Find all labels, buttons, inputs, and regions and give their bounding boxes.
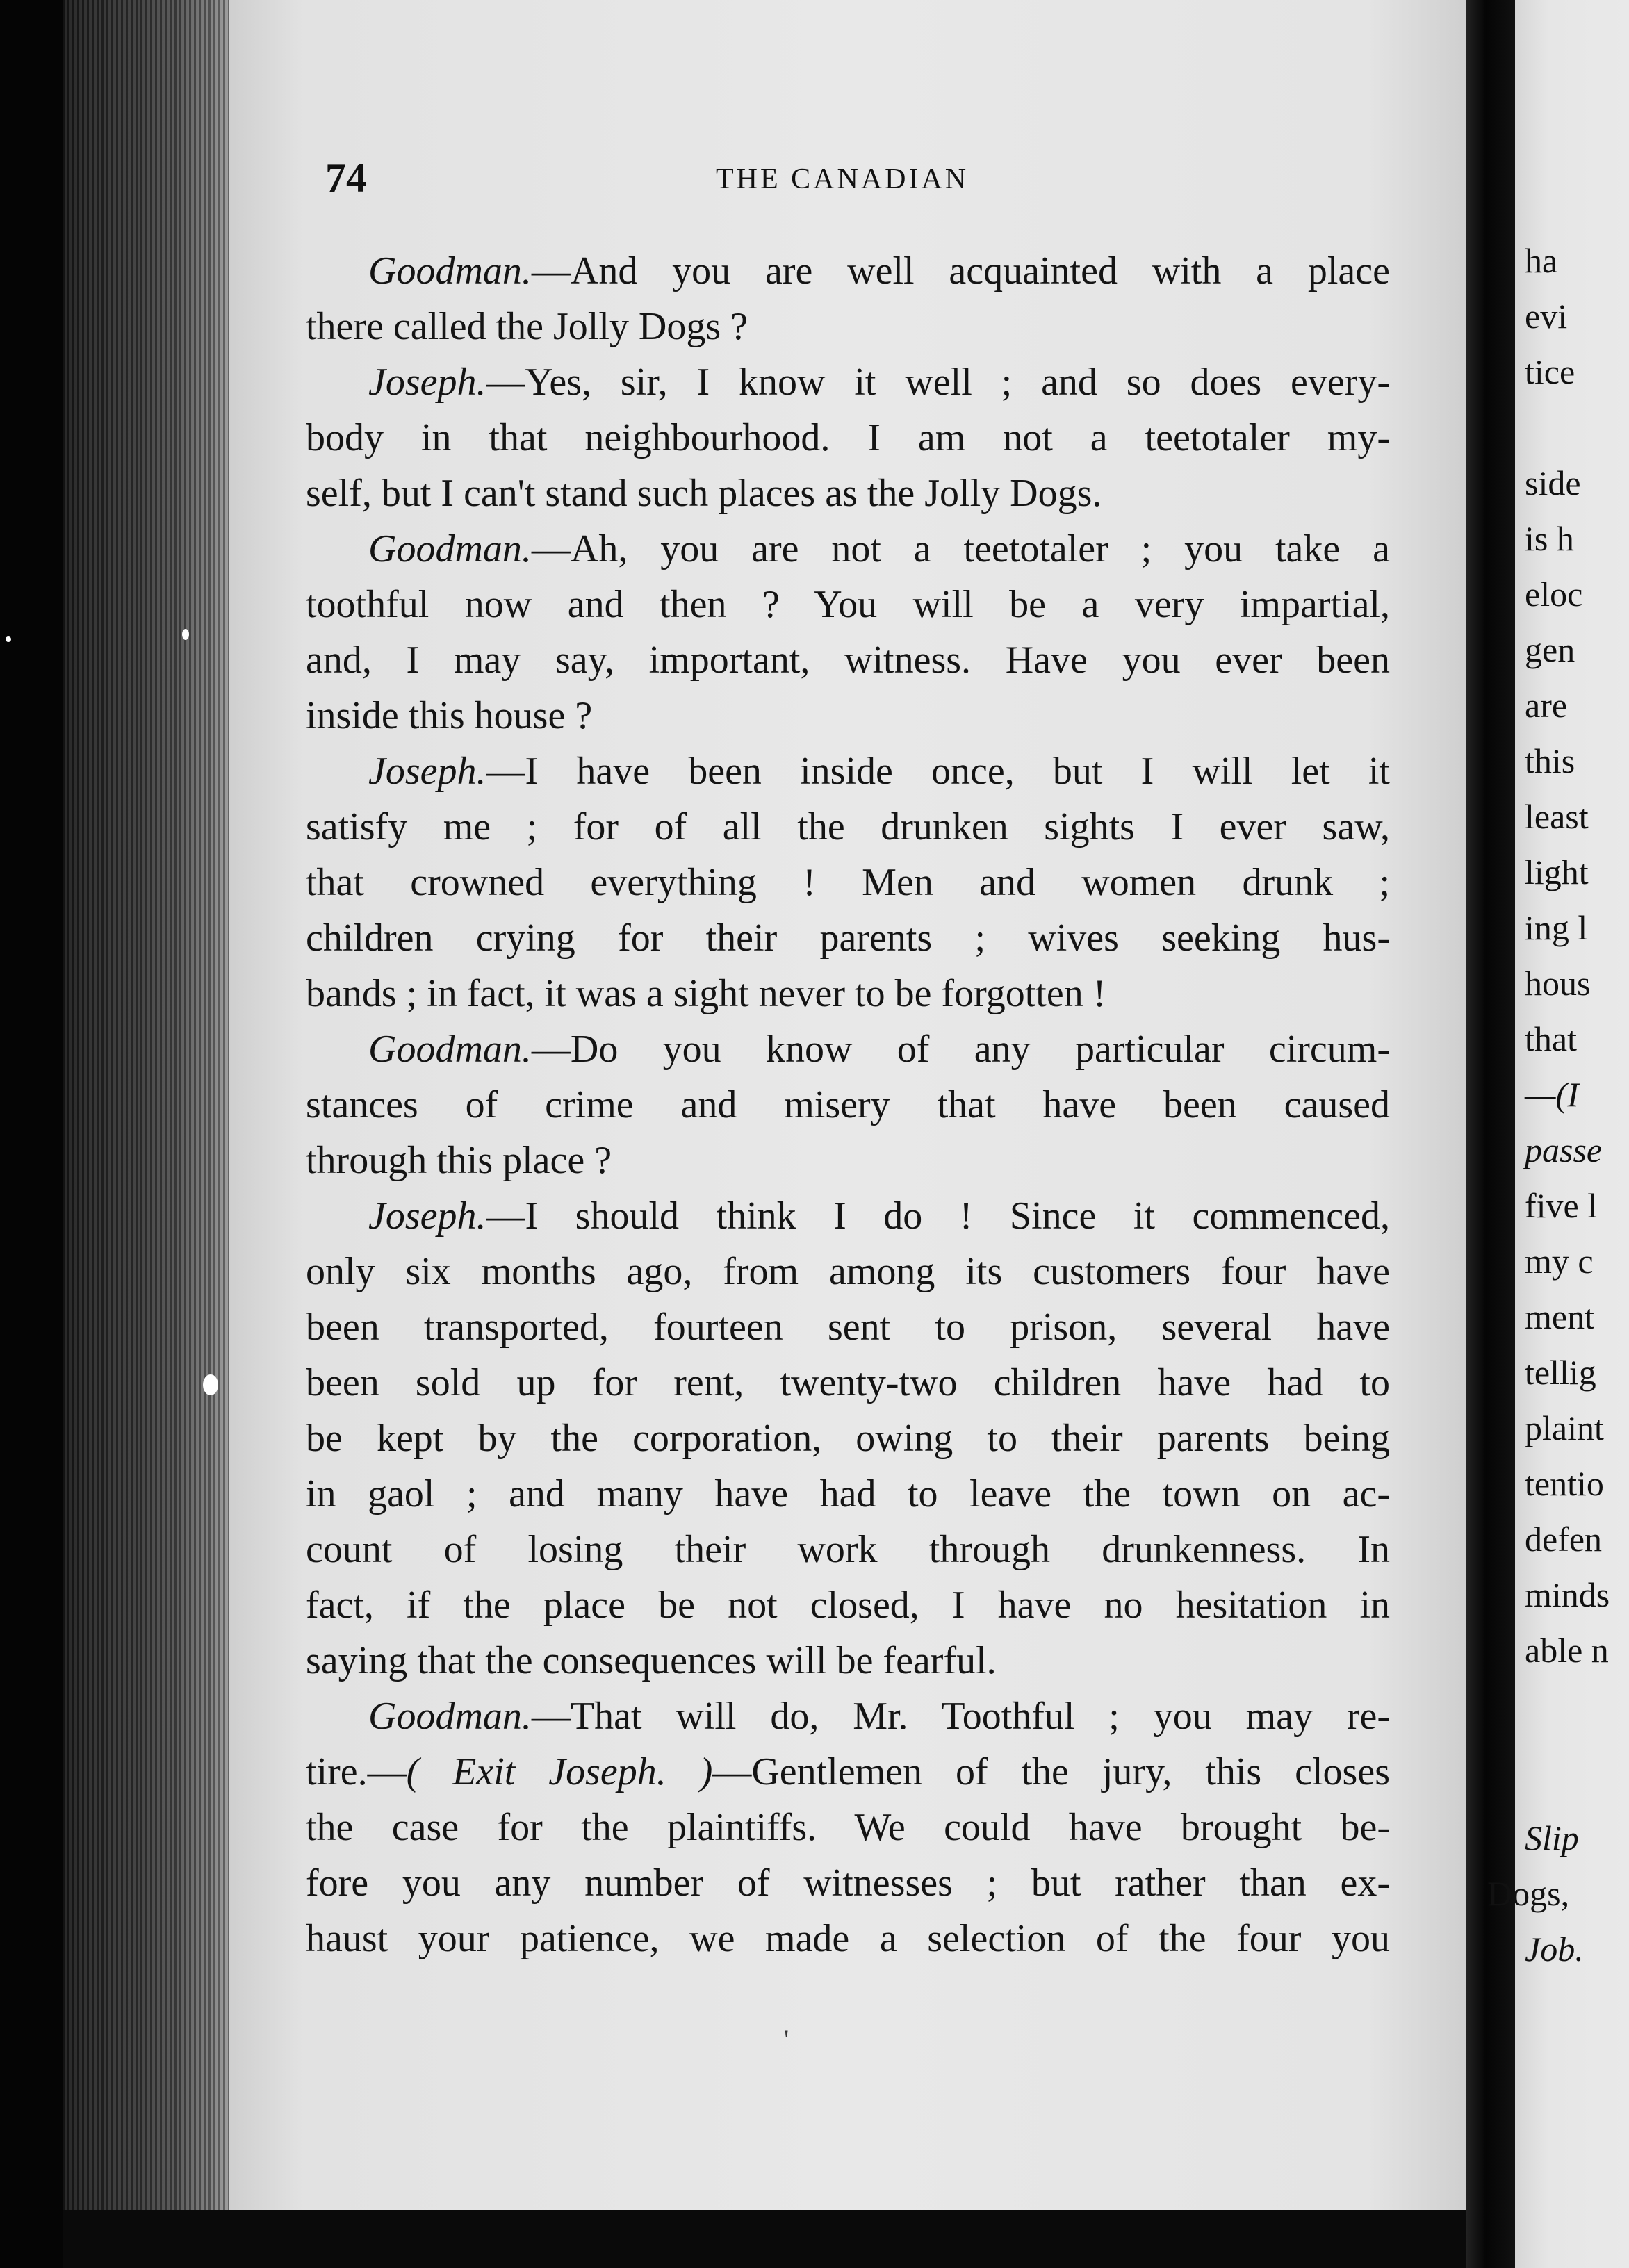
line-text: —I should think I do ! Since it commenced, — [486, 1194, 1390, 1238]
text-line — [306, 1855, 1390, 1911]
text-line — [306, 1522, 1390, 1577]
text-line — [306, 966, 1390, 1021]
stage-direction: ( Exit Joseph. ) — [406, 1750, 713, 1793]
text-line — [306, 1744, 1390, 1800]
running-head: THE CANADIAN — [716, 163, 969, 195]
line-text: —Yes, sir, I know it well ; and so does every- — [486, 361, 1390, 404]
page-header — [0, 154, 1629, 210]
text-line — [306, 743, 1390, 799]
page-number: 74 — [325, 155, 367, 201]
text-line — [306, 1133, 1390, 1188]
text-line — [306, 1244, 1390, 1299]
next-page-fragment: eloc — [1525, 575, 1583, 614]
page-bottom-shadow — [63, 2210, 1466, 2268]
line-text: there called the Jolly Dogs ? — [306, 305, 748, 348]
line-text: bands ; in fact, it was a sight never to be forgotten ! — [306, 972, 1106, 1015]
next-page-fragment: tentio — [1525, 1464, 1604, 1503]
speaker-name: Joseph. — [368, 750, 486, 793]
next-page-fragment: Job. — [1525, 1930, 1584, 1969]
text-line — [306, 466, 1390, 521]
next-page-fragment: passe — [1525, 1131, 1603, 1169]
text-line — [306, 1577, 1390, 1633]
next-page-fragment: evi — [1525, 297, 1568, 336]
line-text: inside this house ? — [306, 694, 593, 737]
book-gutter — [1466, 0, 1515, 2268]
line-text: through this place ? — [306, 1139, 612, 1182]
line-text: satisfy me ; for of all the drunken sights I ever saw, — [306, 805, 1390, 848]
line-text: saying that the consequences will be fearful. — [306, 1639, 997, 1682]
next-page-fragment: that — [1525, 1019, 1577, 1058]
line-text: self, but I can't stand such places as the Jolly Dogs. — [306, 472, 1102, 515]
line-text: that crowned everything ! Men and women drunk ; — [306, 861, 1390, 904]
line-text: —Do you know of any particular circum- — [531, 1028, 1390, 1071]
line-prefix: tire.— — [306, 1750, 407, 1793]
text-line — [306, 299, 1390, 354]
text-line — [306, 1355, 1390, 1411]
text-line — [306, 688, 1390, 743]
line-text: in gaol ; and many have had to leave the town on ac- — [306, 1472, 1390, 1515]
line-text: only six months ago, from among its customers four have — [306, 1250, 1390, 1293]
speaker-name: Goodman. — [368, 527, 532, 570]
line-text: —That will do, Mr. Toothful ; you may re- — [531, 1695, 1390, 1738]
line-text: the case for the plaintiffs. We could have brought be- — [306, 1806, 1390, 1849]
line-text: —I have been inside once, but I will let it — [486, 750, 1390, 793]
page-edge-texture — [63, 0, 229, 2210]
next-page-fragment: defen — [1525, 1520, 1603, 1559]
scan-speck — [182, 629, 189, 640]
line-text: fact, if the place be not closed, I have no hesitation in — [306, 1584, 1390, 1627]
text-line — [306, 1633, 1390, 1688]
text-line — [306, 577, 1390, 632]
line-text: toothful now and then ? You will be a very impartial, — [306, 583, 1390, 626]
text-line — [306, 1021, 1390, 1077]
next-page-fragment: this — [1525, 741, 1575, 780]
next-page-fragment: gen — [1525, 630, 1575, 669]
next-page-fragment: least — [1525, 797, 1589, 836]
line-text: count of losing their work through drunkenness. In — [306, 1528, 1390, 1571]
next-page-fragment: minds — [1525, 1575, 1610, 1614]
text-line — [306, 1911, 1390, 1966]
scan-background — [0, 0, 63, 2268]
next-page-fragment: ha — [1525, 241, 1558, 280]
next-page-fragment: Dogs, — [1487, 1874, 1570, 1913]
next-page-fragment: five l — [1525, 1186, 1598, 1225]
next-page-fragment: —(I — [1525, 1075, 1579, 1114]
speaker-name: Goodman. — [368, 1028, 532, 1071]
next-page-fragment: tellig — [1525, 1353, 1596, 1392]
next-page-fragment: is h — [1525, 519, 1574, 558]
scan-speck — [6, 636, 11, 642]
line-text: stances of crime and misery that have been caused — [306, 1083, 1390, 1126]
line-text: body in that neighbourhood. I am not a teetotaler my- — [306, 416, 1390, 459]
bottom-mark: ' — [784, 2024, 789, 2055]
line-text: been sold up for rent, twenty-two children have had to — [306, 1361, 1390, 1404]
text-line — [306, 410, 1390, 466]
text-line — [306, 855, 1390, 910]
text-line — [306, 799, 1390, 855]
text-line — [306, 243, 1390, 299]
next-page-fragment: plaint — [1525, 1408, 1604, 1447]
text-line — [306, 354, 1390, 410]
next-page-fragment: Slip — [1525, 1818, 1579, 1857]
next-page-fragment: tice — [1525, 352, 1575, 391]
text-line — [306, 1299, 1390, 1355]
next-page-fragment: hous — [1525, 964, 1591, 1003]
text-line — [306, 1188, 1390, 1244]
text-line — [306, 1466, 1390, 1522]
page-body — [306, 243, 1390, 1966]
line-text: —Ah, you are not a teetotaler ; you take a — [531, 527, 1390, 570]
right-page-fragment — [1487, 0, 1629, 2268]
line-text: —And you are well acquainted with a place — [531, 249, 1390, 293]
line-text: and, I may say, important, witness. Have you ever been — [306, 639, 1390, 682]
speaker-name: Joseph. — [368, 1194, 486, 1238]
line-text: haust your patience, we made a selection of the four you — [306, 1917, 1390, 1960]
next-page-fragment: my c — [1525, 1242, 1594, 1281]
text-line — [306, 910, 1390, 966]
text-line — [306, 1688, 1390, 1744]
text-line — [306, 632, 1390, 688]
line-text: children crying for their parents ; wives seeking hus- — [306, 917, 1390, 960]
text-line — [306, 1800, 1390, 1855]
scan-speck — [203, 1374, 218, 1395]
text-line — [306, 1077, 1390, 1133]
next-page-fragment: ment — [1525, 1297, 1594, 1336]
line-text: be kept by the corporation, owing to their parents being — [306, 1417, 1390, 1460]
line-text: fore you any number of witnesses ; but rather than ex- — [306, 1862, 1390, 1905]
text-line — [306, 521, 1390, 577]
next-page-fragment: side — [1525, 463, 1581, 502]
line-text: been transported, fourteen sent to prison, several have — [306, 1306, 1390, 1349]
next-page-fragment: light — [1525, 853, 1589, 891]
line-text: —Gentlemen of the jury, this closes — [712, 1750, 1390, 1793]
next-page-fragment: are — [1525, 686, 1568, 725]
speaker-name: Goodman. — [368, 249, 532, 293]
speaker-name: Joseph. — [368, 361, 486, 404]
speaker-name: Goodman. — [368, 1695, 532, 1738]
text-line — [306, 1411, 1390, 1466]
next-page-fragment: able n — [1525, 1631, 1609, 1670]
next-page-fragment: ing l — [1525, 908, 1588, 947]
